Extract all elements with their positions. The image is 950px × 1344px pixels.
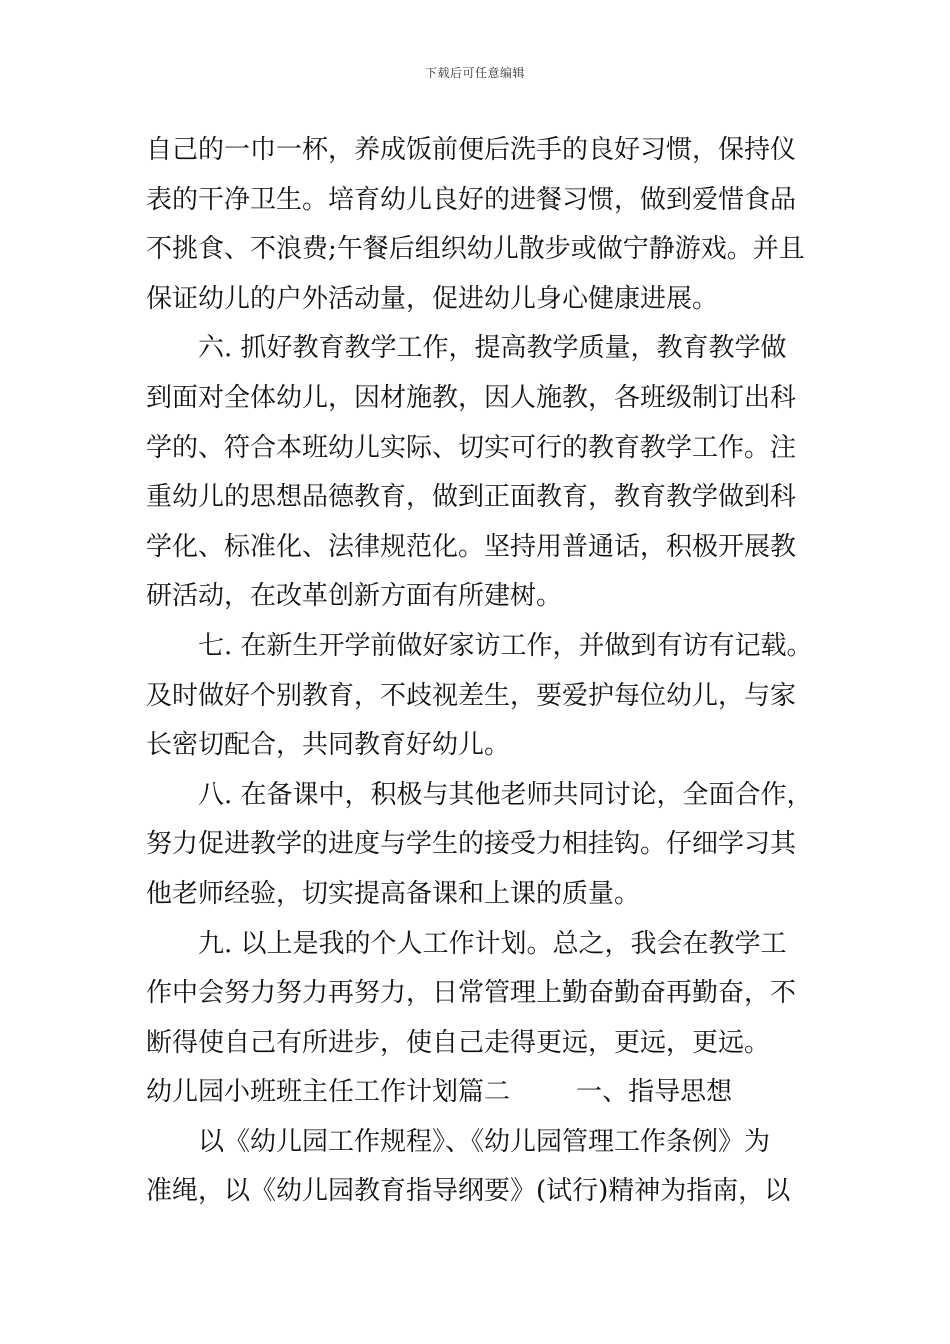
text-line: 努力促进教学的进度与学生的接受力相挂钩。仔细学习其	[146, 829, 797, 860]
text-line: 自己的一巾一杯，养成饭前便后洗手的良好习惯，保持仪	[146, 135, 797, 165]
document-body	[146, 126, 836, 1217]
text-line: 学化、标准化、法律规范化。坚持用普通话，积极开展教	[146, 531, 797, 562]
text-line: 断得使自己有所进步，使自己走得更远，更远，更远。	[146, 1027, 771, 1058]
text-line: 不挑食、不浪费;午餐后组织幼儿散步或做宁静游戏。并且	[146, 234, 805, 265]
text-line: 准绳，以《幼儿园教育指导纲要》(试行)精神为指南，以	[146, 1176, 791, 1207]
text-line: 保证幼儿的户外活动量，促进幼儿身心健康进展。	[146, 283, 719, 314]
text-line: 到面对全体幼儿，因材施教，因人施教，各班级制订出科	[146, 382, 797, 413]
paragraph-start-seven: 七. 在新生开学前做好家访工作，并做到有访有记载。	[198, 630, 813, 661]
text-line: 重幼儿的思想品德教育，做到正面教育，教育教学做到科	[146, 482, 797, 513]
text-line: 他老师经验，切实提高备课和上课的质量。	[146, 878, 641, 909]
page-header: 下载后可任意编辑	[424, 66, 525, 80]
text-line: 长密切配合，共同教育好幼儿。	[146, 730, 511, 761]
paragraph-start-six: 六. 抓好教育教学工作，提高教学质量，教育教学做	[198, 333, 787, 364]
text-line: 表的干净卫生。培育幼儿良好的进餐习惯，做到爱惜食品	[146, 184, 797, 215]
paragraph-start-nine: 九. 以上是我的个人工作计划。总之，我会在教学工	[198, 928, 787, 959]
text-line: 学的、符合本班幼儿实际、切实可行的教育教学工作。注	[146, 432, 797, 463]
text-line: 研活动，在改革创新方面有所建树。	[146, 581, 563, 612]
paragraph-start-eight: 八. 在备课中，积极与其他老师共同讨论，全面合作，	[198, 779, 813, 810]
section-heading: 幼儿园小班班主任工作计划篇二 一、指导思想	[146, 1077, 733, 1108]
text-line: 及时做好个别教育，不歧视差生，要爱护每位幼儿，与家	[146, 680, 797, 711]
text-line: 作中会努力努力再努力，日常管理上勤奋勤奋再勤奋，不	[146, 978, 797, 1009]
paragraph-start-guiding: 以《幼儿园工作规程》、《幼儿园管理工作条例》为	[198, 1126, 771, 1157]
